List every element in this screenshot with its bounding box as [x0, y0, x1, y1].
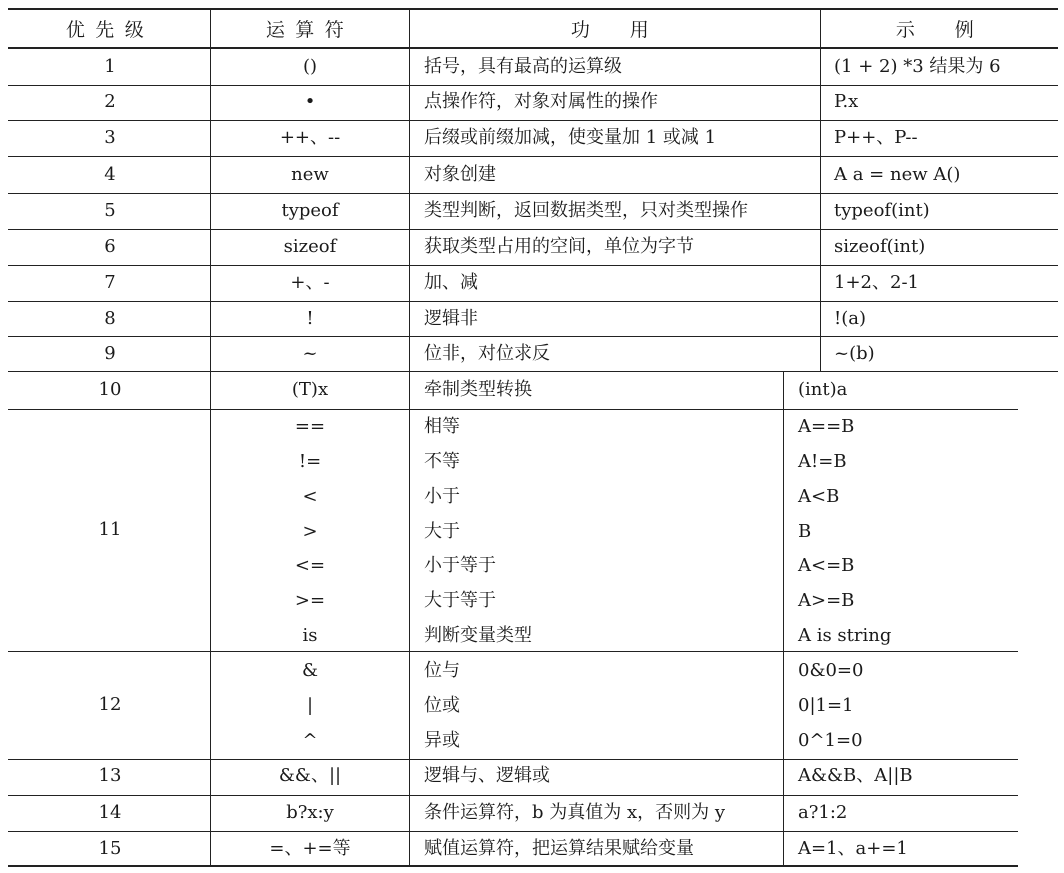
- cell-operator: |: [306, 695, 314, 716]
- cell-function: 小于等于: [424, 555, 496, 576]
- cell-priority: 8: [104, 308, 116, 329]
- row-divider: [8, 759, 1018, 760]
- cell-example: ~(b): [834, 343, 875, 364]
- cell-priority: 12: [98, 694, 122, 715]
- cell-operator: new: [291, 164, 329, 185]
- cell-function: 不等: [424, 451, 460, 472]
- cell-example: A!=B: [798, 451, 847, 472]
- cell-operator: ++、--: [279, 127, 341, 148]
- cell-function: 对象创建: [424, 164, 496, 185]
- cell-operator: •: [304, 91, 316, 112]
- cell-function: 逻辑非: [424, 308, 478, 329]
- row-divider: [8, 651, 1018, 652]
- row-divider: [8, 120, 1058, 121]
- cell-function: 位或: [424, 695, 460, 716]
- cell-operator: +、-: [290, 272, 330, 293]
- cell-function: 条件运算符，b 为真值为 x，否则为 y: [424, 802, 726, 823]
- cell-operator: b?x:y: [286, 802, 334, 823]
- row-divider: [8, 156, 1058, 157]
- cell-priority: 4: [104, 164, 116, 185]
- cell-example: P.x: [834, 91, 859, 112]
- header-priority: 优先级: [65, 19, 155, 41]
- cell-example: B: [798, 521, 812, 542]
- cell-priority: 11: [98, 519, 122, 540]
- cell-example: 1+2、2-1: [834, 272, 919, 293]
- cell-operator: &: [301, 660, 319, 681]
- cell-function: 后缀或前缀加减，使变量加 1 或减 1: [424, 127, 717, 148]
- row-divider: [8, 336, 1058, 337]
- cell-operator: !: [306, 308, 314, 329]
- cell-function: 小于: [424, 486, 460, 507]
- cell-operator: <: [302, 486, 318, 507]
- col-divider-1: [210, 8, 211, 866]
- cell-function: 异或: [424, 730, 460, 751]
- header-function: 功 用: [570, 19, 660, 41]
- cell-priority: 1: [104, 56, 116, 77]
- cell-function: 点操作符，对象对属性的操作: [424, 91, 658, 112]
- cell-function: 加、减: [424, 272, 478, 293]
- row-divider: [8, 795, 1018, 796]
- cell-priority: 5: [104, 200, 116, 221]
- cell-function: 大于等于: [424, 590, 496, 611]
- row-divider: [8, 409, 1018, 410]
- cell-example: A>=B: [798, 590, 855, 611]
- cell-operator: is: [302, 625, 318, 646]
- row-divider: [8, 831, 1018, 832]
- cell-priority: 9: [104, 343, 116, 364]
- col-divider-2: [409, 8, 410, 866]
- cell-example: A=1、a+=1: [798, 838, 908, 859]
- cell-example: A==B: [798, 416, 855, 437]
- cell-function: 牵制类型转换: [424, 379, 532, 400]
- cell-priority: 3: [104, 127, 116, 148]
- header-example: 示 例: [895, 19, 985, 41]
- cell-function: 位非，对位求反: [424, 343, 550, 364]
- col-divider-3-lower: [783, 371, 784, 866]
- row-divider: [8, 229, 1058, 230]
- cell-function: 括号，具有最高的运算级: [424, 56, 622, 77]
- cell-function: 赋值运算符，把运算结果赋给变量: [424, 838, 694, 859]
- cell-operator: &&、||: [278, 765, 342, 786]
- cell-function: 大于: [424, 521, 460, 542]
- cell-operator: <=: [294, 555, 326, 576]
- cell-example: (int)a: [798, 379, 848, 400]
- cell-priority: 13: [98, 765, 122, 786]
- cell-operator: ^: [302, 730, 318, 751]
- top-border: [8, 8, 1058, 10]
- cell-function: 相等: [424, 416, 460, 437]
- row-divider: [8, 301, 1058, 302]
- row-divider: [8, 193, 1058, 194]
- cell-priority: 10: [98, 379, 122, 400]
- cell-operator: >: [302, 521, 318, 542]
- cell-operator: ~: [302, 343, 318, 364]
- cell-function: 获取类型占用的空间，单位为字节: [424, 236, 694, 257]
- cell-operator: ==: [294, 416, 326, 437]
- cell-example: a?1:2: [798, 802, 848, 823]
- cell-priority: 7: [104, 272, 116, 293]
- header-bottom-border: [8, 47, 1058, 49]
- cell-example: 0&0=0: [798, 660, 864, 681]
- header-operator: 运算符: [265, 19, 355, 41]
- section-divider: [8, 371, 1058, 372]
- cell-operator: (T)x: [291, 379, 329, 400]
- cell-operator: !=: [298, 451, 322, 472]
- cell-example: P++、P--: [834, 127, 918, 148]
- cell-priority: 14: [98, 802, 122, 823]
- cell-priority: 2: [104, 91, 116, 112]
- row-divider: [8, 85, 1058, 86]
- cell-example: A is string: [798, 625, 892, 646]
- cell-example: !(a): [834, 308, 867, 329]
- bottom-border: [8, 865, 1018, 867]
- col-divider-3-upper: [820, 8, 821, 372]
- cell-operator: =、+=等: [269, 838, 351, 859]
- cell-example: A<=B: [798, 555, 855, 576]
- cell-operator: (): [302, 56, 318, 77]
- cell-example: typeof(int): [834, 200, 930, 221]
- cell-priority: 15: [98, 838, 122, 859]
- cell-example: 0|1=1: [798, 695, 854, 716]
- cell-example: sizeof(int): [834, 236, 926, 257]
- cell-operator: sizeof: [283, 236, 337, 257]
- cell-example: A<B: [798, 486, 840, 507]
- cell-function: 类型判断，返回数据类型，只对类型操作: [424, 200, 748, 221]
- cell-priority: 6: [104, 236, 116, 257]
- cell-example: (1 + 2) *3 结果为 6: [834, 56, 1001, 77]
- cell-example: A&&B、A||B: [798, 765, 913, 786]
- cell-function: 判断变量类型: [424, 625, 532, 646]
- cell-function: 位与: [424, 660, 460, 681]
- cell-operator: >=: [294, 590, 326, 611]
- cell-example: 0^1=0: [798, 730, 863, 751]
- cell-operator: typeof: [281, 200, 339, 221]
- row-divider: [8, 265, 1058, 266]
- cell-function: 逻辑与、逻辑或: [424, 765, 550, 786]
- cell-example: A a = new A(): [834, 164, 961, 185]
